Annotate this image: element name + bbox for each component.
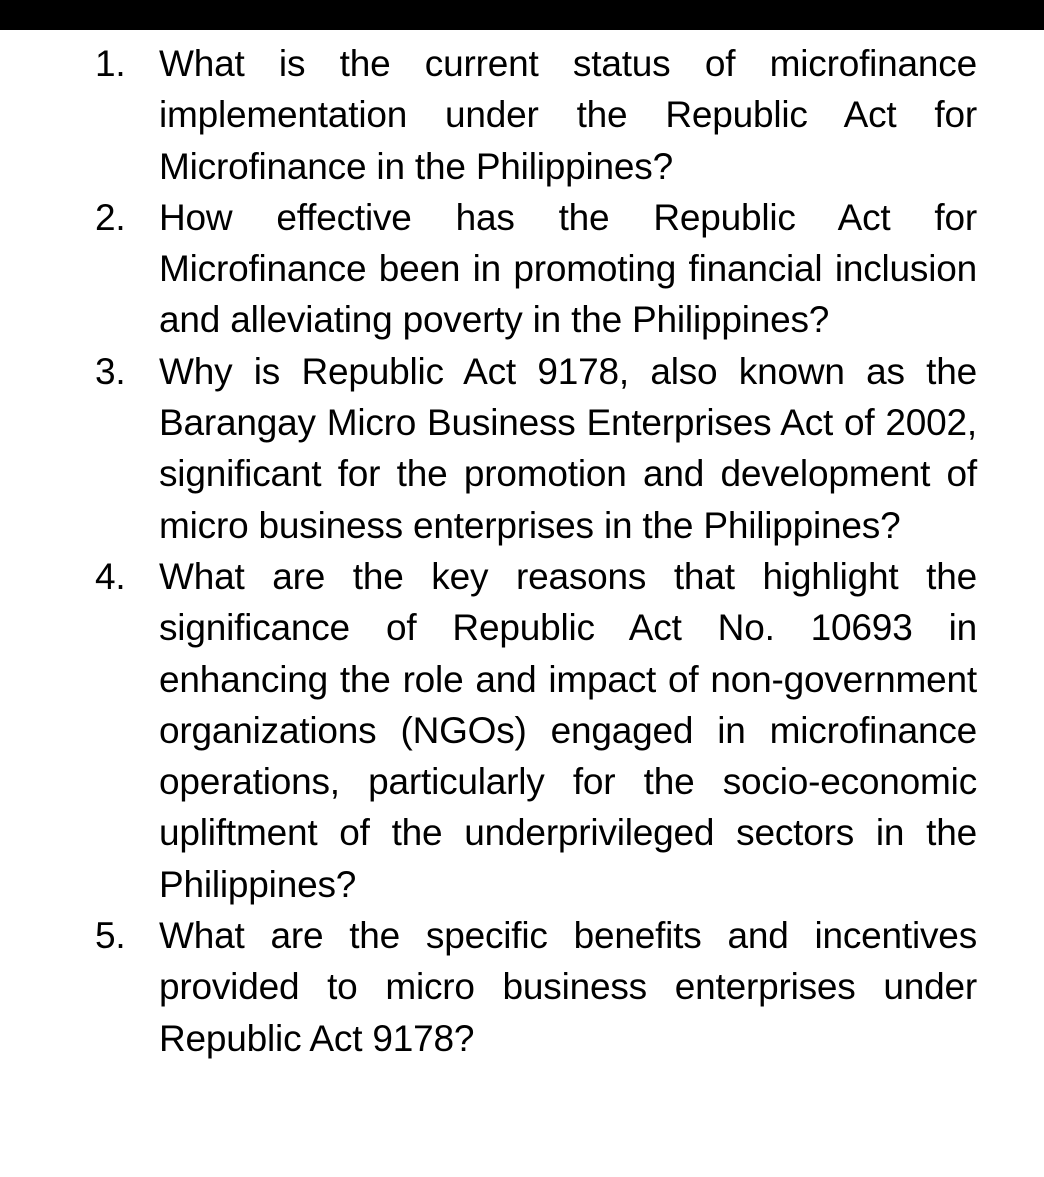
question-text: Why is Republic Act 9178, also known as the Barangay Micro Business Enterprises Act of 2002, significant for the promotion and development of micro business enterprises in the Philippines? bbox=[159, 350, 977, 546]
question-number: 3. bbox=[95, 350, 126, 392]
top-black-bar bbox=[0, 0, 1044, 30]
question-item-1 bbox=[95, 38, 977, 192]
question-item-2 bbox=[95, 192, 977, 346]
question-item-4 bbox=[95, 551, 977, 910]
question-text: What are the specific benefits and incentives provided to micro business enterprises under Republic Act 9178? bbox=[159, 915, 977, 1059]
question-text: How effective has the Republic Act for Microfinance been in promoting financial inclusion and alleviating poverty in the Philippines? bbox=[159, 196, 977, 341]
question-list bbox=[95, 38, 977, 1064]
question-number: 5. bbox=[95, 915, 126, 957]
question-text: What are the key reasons that highlight the significance of Republic Act No. 10693 in enhancing the role and impact of non-government organizations (NGOs) engaged in microfinance operations, particularly for the socio-economic upliftment of the underprivileged sectors in the Philippines? bbox=[159, 555, 977, 905]
question-text: What is the current status of microfinance implementation under the Republic Act for Microfinance in the Philippines? bbox=[159, 43, 977, 187]
question-number: 1. bbox=[95, 43, 126, 84]
question-number: 2. bbox=[95, 196, 126, 238]
question-item-3 bbox=[95, 346, 977, 551]
question-item-5 bbox=[95, 910, 977, 1064]
question-number: 4. bbox=[95, 555, 126, 597]
